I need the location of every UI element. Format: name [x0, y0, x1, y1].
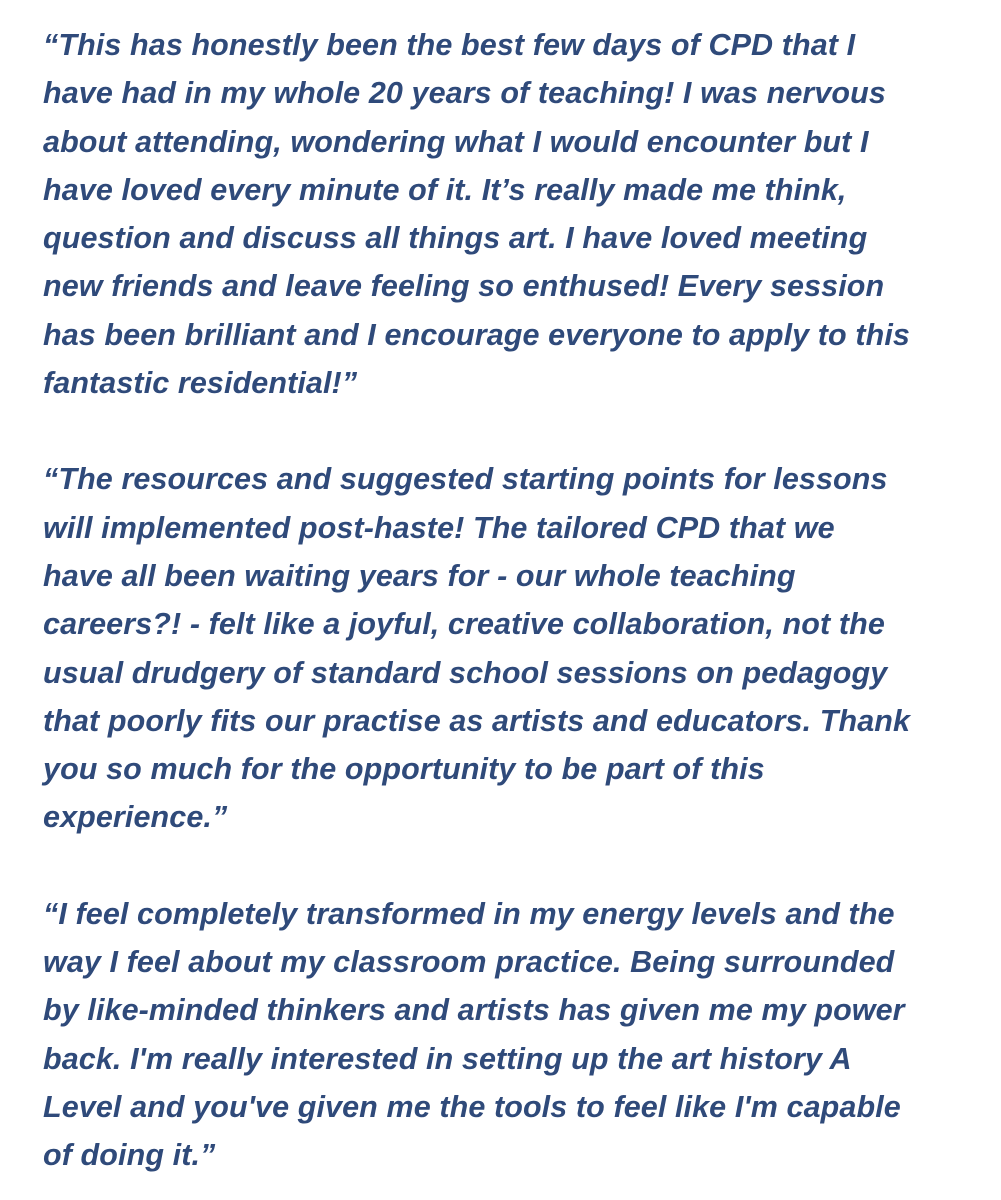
- quote-line: experience.”: [43, 800, 228, 835]
- quote-line: about attending, wondering what I would encounter but I: [43, 124, 869, 159]
- quote-line: careers?! - felt like a joyful, creative collaboration, not the: [43, 607, 885, 642]
- quote-line: have had in my whole 20 years of teaching! I was nervous: [43, 76, 886, 111]
- paragraph-spacer: [43, 407, 983, 455]
- quote-line: Level and you've given me the tools to feel like I'm capable: [43, 1089, 901, 1124]
- quote-line: has been brilliant and I encourage everyone to apply to this: [43, 317, 910, 352]
- testimonial-quote-2: [43, 455, 983, 841]
- testimonial-quote-1: [43, 21, 983, 407]
- quote-line: fantastic residential!”: [43, 366, 358, 401]
- quote-line: by like-minded thinkers and artists has given me my power: [43, 993, 905, 1028]
- testimonial-quote-3: [43, 890, 983, 1180]
- quote-line: usual drudgery of standard school sessions on pedagogy: [43, 655, 888, 690]
- quote-line: will implemented post-haste! The tailored CPD that we: [43, 510, 835, 545]
- paragraph-spacer: [43, 842, 983, 890]
- quote-line: “The resources and suggested starting points for lessons: [43, 462, 888, 497]
- quote-line: you so much for the opportunity to be part of this: [43, 752, 765, 787]
- quote-line: way I feel about my classroom practice. Being surrounded: [43, 945, 895, 980]
- quote-line: question and discuss all things art. I have loved meeting: [43, 221, 868, 256]
- quote-line: “I feel completely transformed in my energy levels and the: [43, 896, 895, 931]
- quote-line: that poorly fits our practise as artists and educators. Thank: [43, 703, 911, 738]
- testimonials-document: [43, 21, 983, 1180]
- quote-line: back. I'm really interested in setting up the art history A: [43, 1041, 852, 1076]
- quote-line: new friends and leave feeling so enthused! Every session: [43, 269, 885, 304]
- quote-line: of doing it.”: [43, 1138, 216, 1173]
- quote-line: have loved every minute of it. It’s really made me think,: [43, 172, 847, 207]
- quote-line: have all been waiting years for - our whole teaching: [43, 558, 796, 593]
- quote-line: “This has honestly been the best few days of CPD that I: [43, 28, 856, 62]
